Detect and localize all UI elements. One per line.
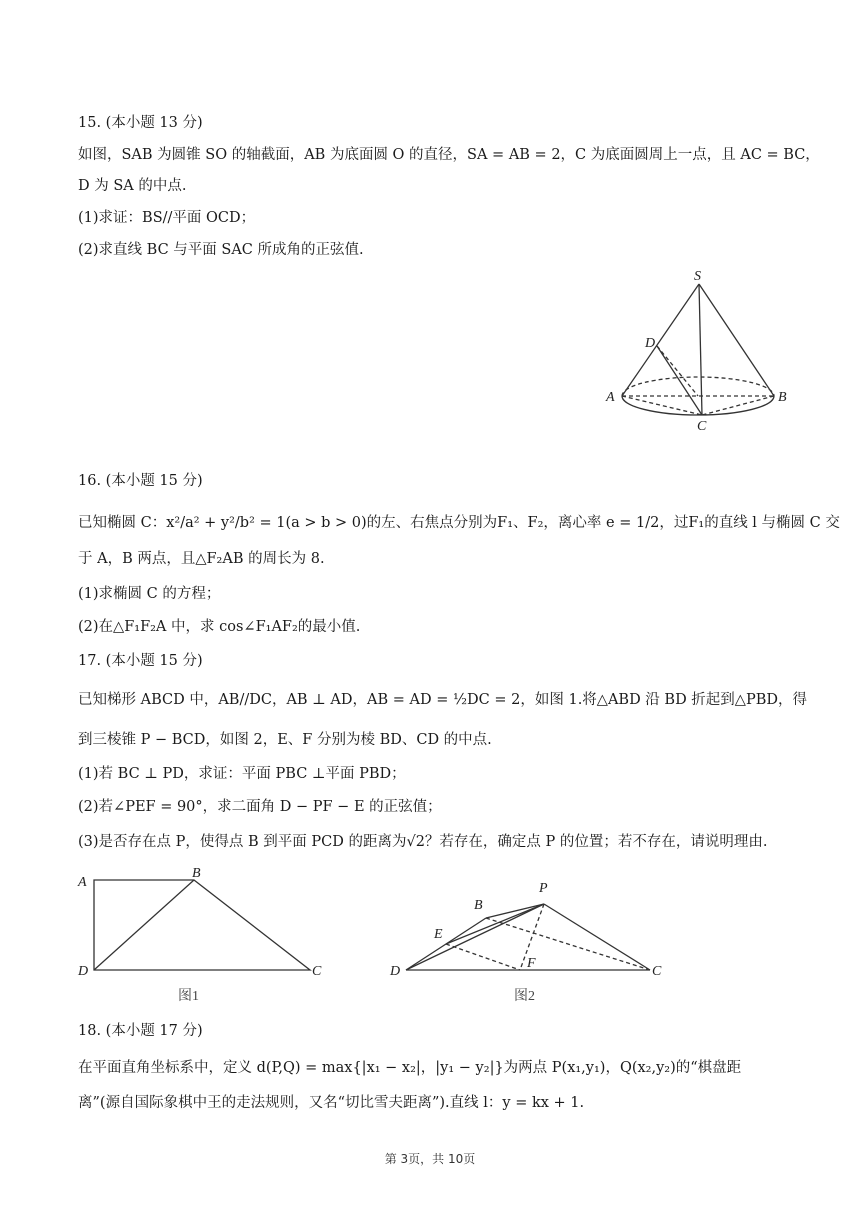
cone-label-s: S — [694, 269, 701, 284]
q17-text-line1: 已知梯形 ABCD 中，AB//DC，AB ⊥ AD，AB = AD = ½DC = 2，如图 1.将△ABD 沿 BD 折起到△PBD，得 — [78, 692, 807, 708]
cone-label-a: A — [606, 390, 615, 405]
q17-part2: (2)若∠PEF = 90°，求二面角 D − PF − E 的正弦值； — [78, 799, 442, 815]
q17-text-line2: 到三棱锥 P − BCD，如图 2，E、F 分别为棱 BD、CD 的中点. — [78, 732, 492, 748]
q17-part3: (3)是否存在点 P，使得点 B 到平面 PCD 的距离为√2？若存在，确定点 P 的位置；若不存在，请说明理由. — [78, 834, 768, 850]
q15-part2: (2)求直线 BC 与平面 SAC 所成角的正弦值. — [78, 242, 364, 258]
fig2-caption: 图2 — [514, 989, 535, 1004]
fig1-label-c: C — [312, 964, 322, 979]
pyramid-figure-2 — [386, 874, 676, 1008]
q16-part1: (1)求椭圆 C 的方程； — [78, 586, 221, 602]
fig1-caption: 图1 — [178, 989, 199, 1004]
fig2-label-f: F — [527, 956, 536, 971]
fig1-label-d: D — [78, 964, 89, 979]
fig2-label-p: P — [539, 881, 548, 896]
cone-label-c: C — [697, 419, 707, 434]
cone-label-b: B — [778, 390, 787, 405]
fig2-label-b: B — [474, 898, 483, 913]
cone-label-d: D — [645, 336, 656, 351]
fig2-label-d: D — [390, 964, 401, 979]
cone-figure — [596, 264, 796, 440]
q16-text-line1: 已知椭圆 C：x²/a² + y²/b² = 1(a > b > 0)的左、右焦点分别为F₁、F₂，离心率 e = 1/2，过F₁的直线 l 与椭圆 C 交 — [78, 515, 840, 531]
q17-part1: (1)若 BC ⊥ PD，求证：平面 PBC ⊥平面 PBD； — [78, 766, 406, 782]
q16-part2: (2)在△F₁F₂A 中，求 cos∠F₁AF₂的最小值. — [78, 619, 361, 635]
page-footer: 第 3页，共 10页 — [384, 1152, 476, 1166]
fig1-label-b: B — [192, 866, 201, 881]
trapezoid-figure-1 — [74, 862, 334, 1008]
q16-header: 16. (本小题 15 分) — [78, 473, 203, 489]
fig1-label-a: A — [78, 875, 87, 890]
q17-header: 17. (本小题 15 分) — [78, 653, 203, 669]
q15-text-line1: 如图，SAB 为圆锥 SO 的轴截面，AB 为底面圆 O 的直径，SA = AB = 2，C 为底面圆周上一点，且 AC = BC， — [78, 147, 820, 163]
q15-header: 15. (本小题 13 分) — [78, 115, 203, 131]
fig2-label-c: C — [652, 964, 662, 979]
q18-text-line2: 离”(源自国际象棋中王的走法规则，又名“切比雪夫距离”).直线 l：y = kx + 1. — [78, 1095, 585, 1111]
q16-text-line2: 于 A，B 两点，且△F₂AB 的周长为 8. — [78, 551, 325, 567]
fig2-label-e: E — [434, 927, 443, 942]
q15-part1: (1)求证：BS//平面 OCD； — [78, 210, 256, 226]
q18-text-line1: 在平面直角坐标系中，定义 d(P,Q) = max{|x₁ − x₂|，|y₁ − y₂|}为两点 P(x₁,y₁)，Q(x₂,y₂)的“棋盘距 — [78, 1060, 742, 1076]
q18-header: 18. (本小题 17 分) — [78, 1023, 203, 1039]
q15-text-line2: D 为 SA 的中点. — [78, 178, 187, 194]
